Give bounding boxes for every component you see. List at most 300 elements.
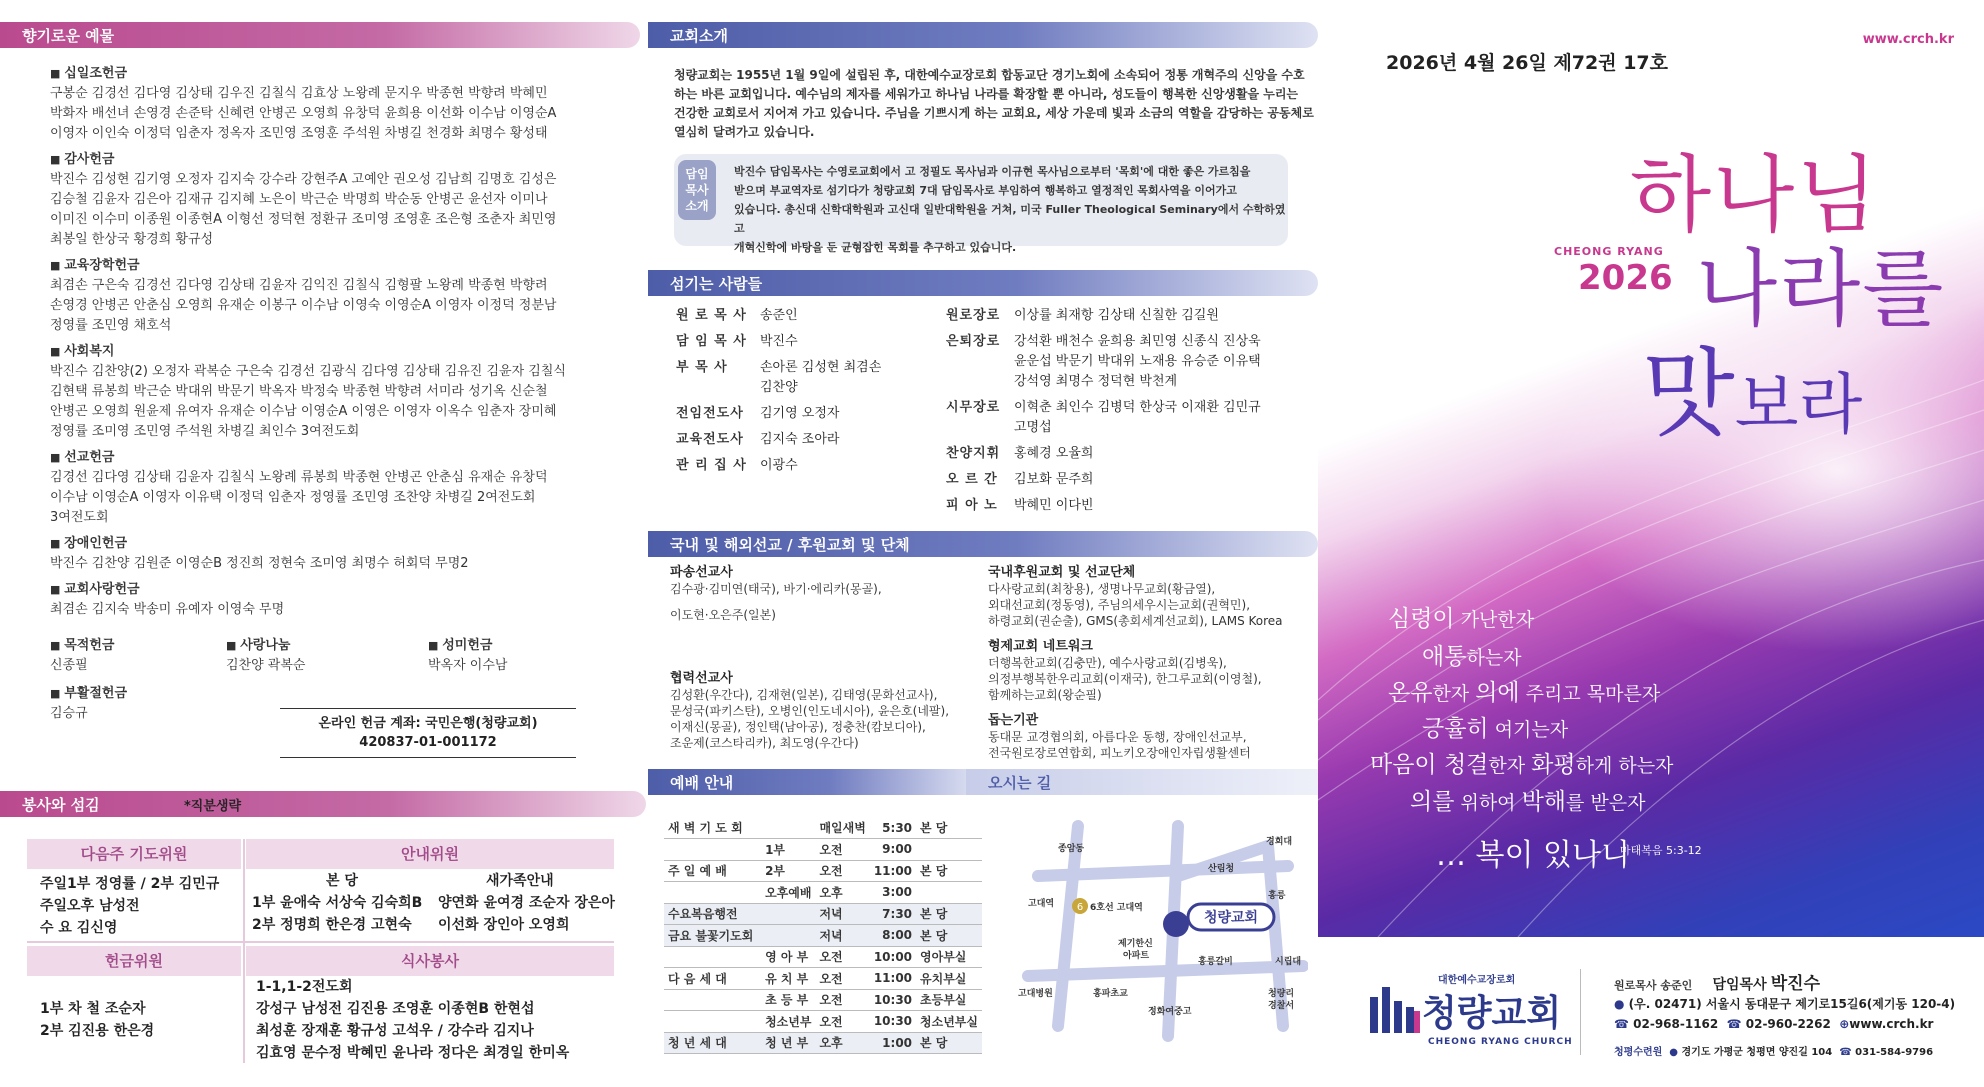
section-header-service: 봉사와 섬김: [0, 791, 646, 817]
beatitude-part: 마음이 청결: [1370, 752, 1489, 778]
worship-cell: [664, 989, 761, 1011]
map-road: [1268, 846, 1283, 1026]
staff-role: 부 목 사: [676, 360, 728, 375]
staff-row: [946, 332, 1261, 352]
usher-header: 안내위원: [246, 839, 614, 869]
worship-cell: 11:00: [870, 968, 916, 990]
staff-names: 김기영 오정자: [760, 406, 840, 421]
service-line: 2부 정명희 한은경 고현숙: [252, 917, 412, 933]
staff-names: 김지숙 조아라: [760, 432, 840, 447]
worship-cell: 오후: [815, 1032, 869, 1054]
worship-row: [664, 839, 982, 861]
worship-cell: 청 년 세 대: [664, 1032, 761, 1054]
footer: [1318, 937, 1984, 1087]
service-line: 1부 차 철 조순자: [40, 1001, 146, 1017]
staff-role: 담 임 목 사: [676, 334, 747, 349]
usher-new-rows: [438, 892, 615, 936]
staff-role: 은퇴장로: [946, 334, 1001, 349]
svg-text:6: 6: [1076, 902, 1084, 913]
worship-cell: 10:00: [870, 946, 916, 968]
staff-role: 전임전도사: [676, 406, 744, 421]
beatitude-part: 하는자: [1466, 647, 1522, 669]
easter-offering: [50, 684, 127, 724]
mission-text: 동대문 교경협의회, 아름다운 동행, 장애인선교부,: [988, 730, 1247, 744]
section-header-worship: 예배 안내: [648, 769, 978, 795]
offering-category-heading: ■ 성미헌금: [428, 636, 507, 656]
worship-cell: 오후예배: [761, 882, 815, 904]
offering-category-heading: ■ 사랑나눔: [226, 636, 305, 656]
service-line: 2부 김진용 한은경: [40, 1023, 155, 1039]
mission-text: 문성국(파키스탄), 오병인(인도네시아), 윤은호(네팔),: [670, 704, 950, 718]
offering-names: 최겸손 김지숙 박송미 유예자 이영숙 무명: [50, 602, 285, 617]
meal-rows: [256, 976, 569, 1064]
worship-cell: 오전: [815, 989, 869, 1011]
staff-row: [676, 456, 798, 476]
mission-text: 다사랑교회(최창용), 생명나무교회(황금열),: [988, 582, 1216, 596]
service-grid-lines: [243, 839, 245, 1063]
location-icon: ●: [1669, 1047, 1679, 1058]
map-label: 청량리: [1268, 989, 1295, 999]
footer-address: [1614, 995, 1955, 1012]
service-line: 열심히 달려가고 있습니다.: [674, 125, 815, 139]
map-label: 6호선 고대역: [1090, 903, 1143, 913]
offering-names: 정영률 조미영 조민영 주석원 차병길 최인수 3여전도회: [50, 424, 360, 439]
staff-row: [676, 332, 798, 352]
offering-names: 3여전도회: [50, 510, 109, 525]
mission-left: [670, 565, 949, 751]
beatitude-line: [1422, 638, 1522, 671]
worship-cell: 유 치 부: [761, 968, 815, 990]
offering-category-heading: ■ 교육장학헌금: [50, 256, 566, 276]
staff-names: 강석영 최명수 정덕현 박천계: [1014, 374, 1178, 389]
offering-team-header: 헌금위원: [27, 946, 241, 976]
staff-row: [676, 358, 881, 378]
worship-cell: 10:30: [870, 989, 916, 1011]
footer-divider: [1580, 969, 1581, 1055]
worship-cell: 청소년부실: [916, 1011, 982, 1033]
denomination: 대한예수교장로회: [1438, 975, 1516, 986]
cover-title-3b: 보라: [1734, 366, 1863, 443]
offering-names: 구봉순 김경선 김다영 김상태 김우진 김칠식 김효상 노왕례 문지우 박종현 박향려 박혜민: [50, 86, 548, 101]
map-label: 정화여중고: [1148, 1007, 1192, 1017]
staff-row: [676, 404, 839, 424]
phone-icon: ☎: [1839, 1047, 1852, 1058]
staff-role: 찬양지휘: [946, 446, 1001, 461]
offering-names: 박진수 김성현 김기영 오정자 김지숙 강수라 강현주A 고예안 권오성 김남희 김명호 김성은: [50, 172, 557, 187]
offering-names: 안병곤 오영희 원윤제 유여자 유재순 이수남 이영순A 이영은 이영자 이옥수 임춘자 장미혜: [50, 404, 557, 419]
phone-icon: ☎: [1726, 1017, 1742, 1031]
church-intro-text: [674, 66, 1314, 142]
worship-cell: 본 당: [916, 925, 982, 947]
worship-cell: 초등부실: [916, 989, 982, 1011]
phone-2: 02-960-2262: [1745, 1017, 1831, 1031]
mission-text: 함께하는교회(왕순필): [988, 688, 1102, 702]
offering-names: 최겸손 구은숙 김경선 김다영 김상태 김윤자 김익진 김칠식 김형팔 노왕례 박종현 박향려: [50, 278, 548, 293]
pastor-intro-text: [734, 162, 1288, 257]
worship-cell: [916, 882, 982, 904]
worship-cell: 본 당: [916, 903, 982, 925]
senior-pastor-name: 박진수: [1770, 974, 1821, 994]
offering-names: 박옥자 이수남: [428, 658, 508, 673]
offering-names: 최봉일 한상국 황경희 황규성: [50, 232, 214, 247]
staff-names: 이상률 최재항 김상태 신칠한 김길원: [1014, 308, 1219, 323]
worship-cell: [664, 1011, 761, 1033]
beatitude-part: 주리고 목마른자: [1519, 683, 1661, 705]
offering-category-heading: ■ 사회복지: [50, 342, 566, 362]
mission-heading: 형제교회 네트워크: [988, 639, 1093, 654]
footer-pastors: [1614, 969, 1820, 994]
map-label: 홍릉갈비: [1198, 957, 1233, 967]
online-offering-account: 420837-01-001172: [359, 735, 497, 750]
mission-text: 이도현·오은주(일본): [670, 608, 776, 622]
offering-names: 이영자 이인숙 이정덕 임춘자 정옥자 조민영 조영훈 주석원 차병길 천경화 최명수 황성태: [50, 126, 548, 141]
map-label: 아파트: [1123, 951, 1150, 961]
staff-role: 오 르 간: [946, 472, 998, 487]
worship-cell: [761, 817, 815, 839]
mission-text: 김수광·김미연(태국), 바기·에리카(몽골),: [670, 582, 882, 596]
staff-names: 강석환 배천수 윤희용 최민영 신종식 진상욱: [1014, 334, 1261, 349]
worship-row: [664, 903, 982, 925]
service-line: 있습니다. 총신대 신학대학원과 고신대 일반대학원을 거쳐, 미국 Fuller Theological Seminary에서 수학하였고: [734, 203, 1286, 235]
map-label: 산림청: [1208, 864, 1235, 874]
cover-url: www.crch.kr: [1862, 32, 1954, 47]
mission-text: 조운제(코스타리카), 최도영(우간다): [670, 736, 859, 750]
beatitude-part: 의를: [1410, 789, 1455, 815]
staff-row: [946, 398, 1261, 418]
worship-row: [664, 968, 982, 990]
retreat-address: 경기도 가평군 청평면 양진길 104: [1681, 1047, 1833, 1058]
worship-cell: 3:00: [870, 882, 916, 904]
pastor-intro-tag: 담임 목사 소개: [678, 160, 716, 220]
online-offering-label: 온라인 헌금 계좌: 국민은행(청량교회): [318, 716, 538, 731]
map-label: 고대병원: [1018, 989, 1053, 999]
worship-cell: 청 년 부: [761, 1032, 815, 1054]
church-name-logo: 청량교회: [1422, 993, 1562, 1034]
retreat-phone: 031-584-9796: [1855, 1047, 1934, 1058]
worship-cell: 매일새벽: [815, 817, 869, 839]
service-line: 수 요 김신영: [40, 920, 118, 936]
offering-names: 손영경 안병곤 안춘심 오영희 유재순 이봉구 이수남 이영숙 이영순A 이영자 이정덕 정분남: [50, 298, 557, 313]
mission-text: 김성환(우간다), 김재현(일본), 김태영(문화선교사),: [670, 688, 938, 702]
worship-cell: [664, 839, 761, 861]
beatitude-line: [1422, 710, 1568, 743]
offering-names: 박진수 김찬양(2) 오정자 곽복순 구은숙 김경선 김광식 김다영 김상태 김유진 김윤자 김칠식: [50, 364, 566, 379]
beatitude-part: 박해: [1521, 789, 1567, 815]
service-line: 박진수 담임목사는 수영로교회에서 고 정필도 목사님과 이규현 목사님으로부터 '목회'에 대한 좋은 가르침을: [734, 165, 1251, 178]
service-line: 강성구 남성전 김진용 조영훈 이종현B 한현섭: [256, 1001, 535, 1017]
staff-role: 관 리 집 사: [676, 458, 747, 473]
mini-offering-group: [226, 636, 305, 676]
staff-row: [946, 306, 1219, 326]
worship-cell: [664, 946, 761, 968]
offering-names: 김찬양 곽복순: [226, 658, 306, 673]
meal-header: 식사봉사: [246, 946, 614, 976]
beatitude-part: … 복이 있나니: [1436, 838, 1630, 873]
service-line: 김효영 문수정 박혜민 윤나라 정다은 최경일 한미옥: [256, 1045, 570, 1061]
service-line: 1부 윤애숙 서상숙 김숙희B: [252, 895, 423, 911]
map-church-label: 청량교회: [1203, 910, 1259, 926]
service-line: 주일오후 남성전: [40, 898, 140, 914]
footer-retreat: [1614, 1043, 1933, 1058]
staff-role: 시무장로: [946, 400, 1001, 415]
directions-map: [1018, 806, 1308, 1046]
prayer-list: [40, 873, 219, 939]
worship-row: [664, 1011, 982, 1033]
worship-row: [664, 860, 982, 882]
section-header-offerings: 향기로운 예물: [0, 22, 640, 48]
beatitude-part: 를 받은자: [1566, 792, 1646, 814]
worship-cell: 2부: [761, 860, 815, 882]
worship-cell: 1부: [761, 839, 815, 861]
offering-team-rows: [40, 998, 154, 1042]
service-grid-lines: [27, 941, 614, 943]
staff-row: [676, 306, 798, 326]
worship-cell: 금요 불꽃기도회: [664, 925, 761, 947]
staff-names: 홍혜경 오율희: [1014, 446, 1094, 461]
service-line: 1-1,1-2전도회: [256, 979, 353, 995]
church-marker: [1163, 911, 1189, 937]
staff-role: 피 아 노: [946, 498, 998, 513]
offering-category-heading: ■ 선교헌금: [50, 448, 566, 468]
map-label: 제기한신: [1118, 939, 1153, 949]
worship-cell: 주 일 예 배: [664, 860, 761, 882]
usher-rows: [252, 892, 422, 936]
beatitude-part: 여기는자: [1488, 719, 1569, 741]
staff-names: 박진수: [760, 334, 798, 349]
service-line: 양연화 윤여경 조순자 장은아: [438, 895, 615, 911]
retreat-name: 청평수련원: [1614, 1047, 1663, 1058]
mission-text: 외대선교회(정동영), 주님의세우시는교회(권혁민),: [988, 598, 1251, 612]
phone-1: 02-968-1162: [1633, 1017, 1719, 1031]
staff-row: [946, 352, 1261, 372]
offering-names: 박화자 배선녀 손영경 손준탁 신혜련 안병곤 오영희 유창덕 윤희용 이선화 이수남 이영순A: [50, 106, 557, 121]
service-line: 하는 바른 교회입니다. 예수님의 제자를 세워가고 하나님 나라를 확장할 뿐 아니라, 성도들이 행복한 신앙생활을 누리는: [674, 87, 1299, 101]
mission-heading: 국내후원교회 및 선교단체: [988, 565, 1136, 580]
cover-brand: CHEONG RYANG: [1554, 245, 1664, 258]
footer-contacts: [1614, 1017, 1933, 1031]
worship-cell: [664, 882, 761, 904]
staff-names: 이광수: [760, 458, 798, 473]
staff-row: [946, 444, 1093, 464]
worship-cell: 저녁: [815, 925, 869, 947]
beatitude-part: 심령이: [1388, 606, 1455, 632]
worship-cell: 5:30: [870, 817, 916, 839]
map-label: 경찰서: [1268, 1001, 1295, 1011]
worship-cell: 7:30: [870, 903, 916, 925]
cover-panel: [1318, 0, 1984, 937]
worship-cell: [761, 925, 815, 947]
worship-row: [664, 925, 982, 947]
map-label: 고대역: [1028, 899, 1055, 909]
worship-cell: 본 당: [916, 860, 982, 882]
staff-row: [946, 496, 1093, 516]
worship-cell: 영 아 부: [761, 946, 815, 968]
worship-cell: 초 등 부: [761, 989, 815, 1011]
offering-names: 김현택 류봉희 박근순 박대위 박문기 박옥자 박정숙 박종현 박향려 서미라 성기옥 신순철: [50, 384, 548, 399]
church-logo-icon: [1370, 987, 1422, 1033]
worship-cell: 청소년부: [761, 1011, 815, 1033]
emeritus-pastor: 원로목사 송준인: [1614, 979, 1693, 992]
mission-heading: 협력선교사: [670, 671, 733, 686]
church-name-en: CHEONG RYANG CHURCH: [1428, 1037, 1573, 1047]
beatitude-part: 긍휼히: [1422, 716, 1489, 742]
worship-cell: 새 벽 기 도 회: [664, 817, 761, 839]
offering-category-heading: ■ 부활절헌금: [50, 684, 127, 704]
worship-cell: 수요복음행전: [664, 903, 761, 925]
service-line: 주일1부 정영률 / 2부 김민규: [40, 876, 220, 892]
mission-text: 전국원로장로연합회, 피노키오장애인자립생활센터: [988, 746, 1251, 760]
beatitude-part: 애통: [1422, 644, 1467, 670]
offering-names: 김승규: [50, 706, 88, 721]
worship-schedule-table: [664, 817, 982, 1054]
cover-title-2: 나라를: [1696, 240, 1946, 338]
worship-row: [664, 1032, 982, 1054]
cover-title-3: [1642, 318, 1862, 455]
map-label: 홍파초교: [1093, 989, 1128, 999]
offering-category-heading: ■ 목적헌금: [50, 636, 114, 656]
cover-year: 2026: [1578, 258, 1673, 298]
beatitude-part: 한자: [1432, 683, 1476, 705]
worship-cell: 다 음 세 대: [664, 968, 761, 990]
issue-date: 2026년 4월 26일 제72권 17호: [1386, 52, 1669, 74]
offering-category-heading: ■ 교회사랑헌금: [50, 580, 566, 600]
beatitude-part: 하게 하는자: [1575, 755, 1674, 777]
staff-names: 김보화 문주희: [1014, 472, 1094, 487]
staff-names: 고명섭: [1014, 420, 1052, 435]
worship-cell: 1:00: [870, 1032, 916, 1054]
section-header-staff: 섬기는 사람들: [648, 270, 1318, 296]
service-line: 받으며 부교역자로 섬기다가 청량교회 7대 담임목사로 부임하여 행복하고 열정적인 목회사역을 이어가고: [734, 184, 1237, 197]
pastor-intro-box: [674, 154, 1288, 254]
staff-row: [946, 418, 1052, 438]
offering-names: 이미진 이수미 이종원 이종현A 이형선 정덕현 정환규 조미영 조영훈 조은형 조춘자 최민영: [50, 212, 557, 227]
beatitude-line: [1410, 783, 1646, 816]
staff-names: 손아론 김성현 최겸손: [760, 360, 882, 375]
beatitude-part: 위하여: [1454, 792, 1522, 814]
service-line: 최성훈 장재훈 황규성 고석우 / 강수라 김지나: [256, 1023, 534, 1039]
offerings-list: [50, 64, 566, 620]
worship-cell: 11:00: [870, 860, 916, 882]
beatitude-part: 온유: [1388, 680, 1433, 706]
worship-cell: 오전: [815, 968, 869, 990]
staff-role: 원 로 목 사: [676, 308, 747, 323]
worship-cell: 오전: [815, 860, 869, 882]
website-link[interactable]: www.crch.kr: [1849, 1017, 1934, 1031]
offering-names: 김경선 김다영 김상태 김윤자 김칠식 노왕례 류봉희 박종현 안병곤 안춘심 유재순 유창덕: [50, 470, 548, 485]
section-header-map: 오시는 길: [966, 769, 1318, 795]
service-line: 건강한 교회로서 지어져 가고 있습니다. 주님을 기쁘시게 하는 교회요, 세상 가운데 빛과 소금의 역할을 감당하는 공동체로: [674, 106, 1314, 120]
staff-names: 이혁춘 최인수 김병덕 한상국 이재환 김민규: [1014, 400, 1261, 415]
mini-offering-group: [50, 636, 114, 676]
cover-title-3a: 맛: [1642, 338, 1735, 450]
map-label: 시립대: [1275, 957, 1302, 967]
mission-text: [670, 597, 949, 607]
worship-cell: [761, 903, 815, 925]
address-text: (우. 02471) 서울시 동대문구 제기로15길6(제기동 120-4): [1628, 997, 1956, 1011]
phone-icon: ☎: [1614, 1017, 1629, 1031]
cover-title-1: 하나님: [1630, 146, 1880, 244]
staff-row: [676, 378, 798, 398]
mini-offering-group: [428, 636, 507, 676]
mission-heading: 돕는기관: [988, 713, 1039, 728]
offering-category-heading: ■ 감사헌금: [50, 150, 566, 170]
prayer-header: 다음주 기도위원: [27, 839, 241, 869]
mission-text: 의정부행복한우리교회(이재국), 한그루교회(이영철),: [988, 672, 1262, 686]
staff-names: 윤운섭 박문기 박대위 노재용 유승준 이유택: [1014, 354, 1261, 369]
beatitude-part: 한자: [1488, 755, 1532, 777]
beatitude-part: 의에: [1475, 680, 1520, 706]
offering-category-heading: ■ 장애인헌금: [50, 534, 566, 554]
worship-cell: 오전: [815, 1011, 869, 1033]
service-line: 청량교회는 1955년 1월 9일에 설립된 후, 대한예수교장로회 합동교단 경기노회에 소속되어 정통 개혁주의 신앙을 수호: [674, 68, 1305, 82]
worship-row: [664, 946, 982, 968]
map-label: 종암동: [1058, 844, 1085, 854]
staff-row: [946, 372, 1177, 392]
mission-text: 더행복한교회(김충만), 예수사랑교회(김병욱),: [988, 656, 1227, 670]
offering-names: 박진수 김찬양 김원준 이영순B 정진희 정현숙 조미영 최명수 허회덕 무명2: [50, 556, 469, 571]
offering-category-heading: ■ 십일조헌금: [50, 64, 566, 84]
staff-row: [946, 470, 1093, 490]
mission-text: 하령교회(권순출), GMS(총회세계선교회), LAMS Korea: [988, 614, 1283, 628]
offering-names: 신종필: [50, 658, 88, 673]
beatitude-line: [1436, 830, 1630, 874]
worship-cell: 오전: [815, 946, 869, 968]
worship-cell: 8:00: [870, 925, 916, 947]
offering-names: 이수남 이영순A 이영자 이유택 이정덕 임춘자 정영률 조민영 조찬양 차병길 2여전도회: [50, 490, 536, 505]
worship-cell: 오후: [815, 882, 869, 904]
beatitude-part: 화평: [1531, 752, 1576, 778]
worship-cell: 10:30: [870, 1011, 916, 1033]
globe-icon: ⊕: [1839, 1017, 1850, 1031]
staff-names: 김찬양: [760, 380, 798, 395]
worship-cell: [916, 839, 982, 861]
staff-names: 송준인: [760, 308, 798, 323]
beatitude-line: [1388, 674, 1660, 707]
worship-row: [664, 989, 982, 1011]
usher-new-label: 새가족안내: [486, 873, 554, 889]
staff-role: 원로장로: [946, 308, 1001, 323]
worship-row: [664, 882, 982, 904]
service-note: *직분생략: [184, 799, 242, 814]
worship-row: [664, 817, 982, 839]
map-road: [1058, 826, 1078, 1026]
worship-cell: 본 당: [916, 1032, 982, 1054]
offering-names: 정영률 조민영 채호석: [50, 318, 172, 333]
verse-reference: 마태복음 5:3-12: [1620, 844, 1702, 857]
section-header-mission: 국내 및 해외선교 / 후원교회 및 단체: [648, 531, 1318, 557]
online-offering-notice: [280, 708, 576, 758]
usher-main-label: 본 당: [326, 873, 358, 889]
worship-cell: 본 당: [916, 817, 982, 839]
section-header-intro: 교회소개: [648, 22, 1318, 48]
service-line: 이선화 장인아 오영희: [438, 917, 570, 933]
beatitude-line: [1388, 600, 1534, 633]
map-label: 홍릉: [1268, 891, 1286, 901]
offering-names: 김승철 김윤자 김은아 김재규 김지혜 노은이 박근순 박명희 박순동 안병곤 윤선자 이미나: [50, 192, 548, 207]
worship-cell: 오전: [815, 839, 869, 861]
mission-heading: 파송선교사: [670, 565, 733, 580]
map-label: 경희대: [1266, 837, 1293, 847]
worship-cell: 유치부실: [916, 968, 982, 990]
staff-names: 박혜민 이다빈: [1014, 498, 1094, 513]
staff-role: 교육전도사: [676, 432, 744, 447]
location-icon: ●: [1614, 997, 1625, 1011]
worship-cell: 영아부실: [916, 946, 982, 968]
mission-right: [988, 565, 1283, 761]
beatitude-part: 가난한자: [1454, 609, 1535, 631]
mission-text: 이재신(몽골), 정인택(남아공), 정충찬(캄보디아),: [670, 720, 926, 734]
senior-pastor-label: 담임목사: [1712, 977, 1767, 993]
